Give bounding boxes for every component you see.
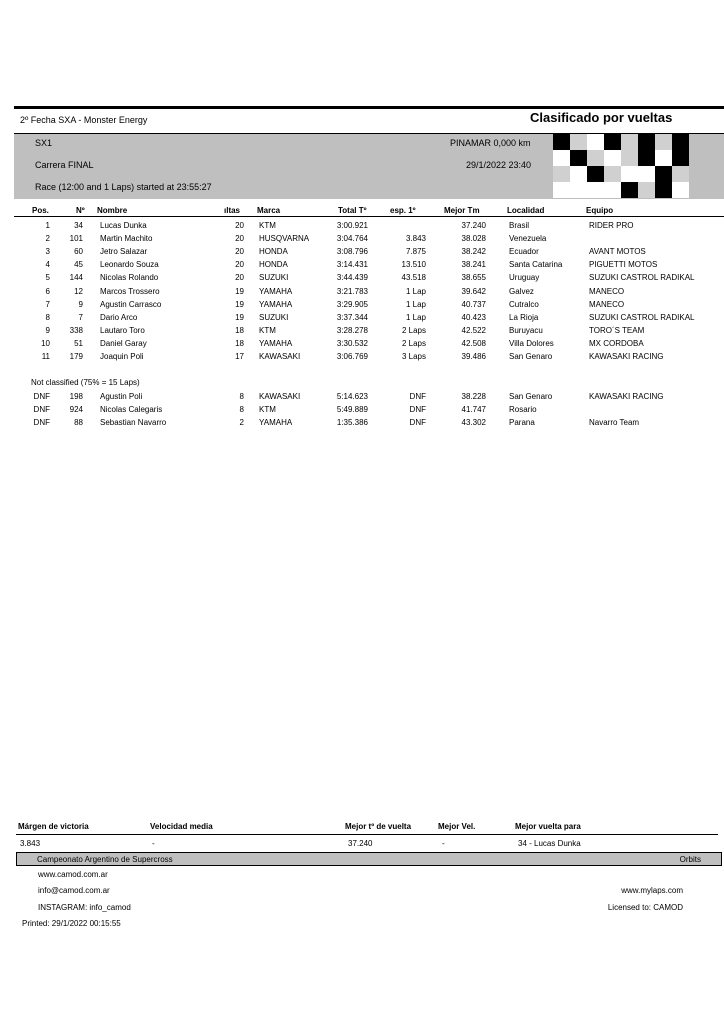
flag-square [655,150,672,166]
cell-brand: KTM [259,325,276,335]
cell-name: Lautaro Toro [100,325,145,335]
cell-laps: 20 [235,273,244,283]
cell-best: 42.508 [461,338,486,348]
cell-total: 5:49.889 [336,405,368,415]
cell-total: 3:06.769 [336,352,368,361]
race-name: Carrera FINAL [35,160,94,170]
cell-best: 38.242 [461,247,486,257]
cell-best: 37.240 [461,221,486,230]
speed-label: Velocidad media [150,822,213,831]
cell-num: 179 [69,352,83,361]
flag-square [570,134,587,150]
cell-num: 101 [69,234,83,244]
cell-team: AVANT MOTOS [589,247,646,257]
flag-square [604,134,621,150]
best-lap-time-label: Mejor tº de vuelta [345,822,412,831]
cell-gap: DNF [409,392,426,401]
cell-pos: DNF [33,405,50,415]
cell-brand: SUZUKI [259,312,289,322]
cell-gap: 3 Laps [401,352,426,361]
flag-square [587,134,604,150]
flag-square [604,166,621,182]
cell-laps: 19 [235,299,244,309]
cell-locality: Uruguay [509,273,540,283]
cell-team: KAWASAKI RACING [589,392,664,401]
cell-total: 3:30.532 [336,338,368,348]
cell-laps: 20 [235,234,244,244]
cell-brand: YAMAHA [259,299,293,309]
cell-name: Jetro Salazar [100,247,148,257]
flag-square [570,166,587,182]
cell-laps: 20 [235,260,244,270]
cell-best: 38.228 [461,392,486,401]
cell-total: 3:37.344 [336,312,368,322]
cell-total: 3:29.905 [336,299,368,309]
cell-brand: YAMAHA [259,286,293,296]
flag-square [672,182,689,198]
printed-timestamp: Printed: 29/1/2022 00:15:55 [22,919,121,928]
cell-num: 9 [78,299,83,309]
cell-locality: Ecuador [509,247,539,257]
cell-pos: 3 [45,247,50,257]
cell-locality: Buruyacu [509,325,543,335]
cell-locality: La Rioja [509,312,539,322]
flag-square [553,150,570,166]
cell-team: PIGUETTI MOTOS [589,260,658,270]
cell-laps: 17 [235,352,244,361]
cell-pos: DNF [33,392,50,401]
cell-gap: 1 Lap [405,299,426,309]
cell-total: 3:00.921 [336,221,368,230]
cell-total: 3:28.278 [336,325,368,335]
cell-locality: Venezuela [509,234,547,244]
cell-num: 198 [69,392,83,401]
cell-num: 51 [74,338,83,348]
cell-brand: KTM [259,221,276,230]
cell-locality: Galvez [509,286,534,296]
cell-brand: YAMAHA [259,338,293,348]
col-name: Nombre [97,206,128,215]
cell-best: 39.642 [461,286,486,296]
cell-best: 40.737 [461,299,486,309]
race-datetime: 29/1/2022 23:40 [466,160,532,170]
cell-name: Marcos Trossero [100,286,160,296]
cell-locality: Santa Catarina [509,260,563,270]
cell-total: 5:14.623 [336,392,368,401]
cell-laps: 18 [235,338,244,348]
flag-square [587,150,604,166]
col-locality: Localidad [507,206,545,215]
column-header-rule [14,216,724,217]
flag-square [672,134,689,150]
best-speed-value: - [442,839,445,848]
not-classified-label: Not classified (75% = 15 Laps) [31,378,140,387]
cell-pos: 2 [45,234,50,244]
cell-num: 60 [74,247,83,257]
cell-laps: 19 [235,286,244,296]
cell-gap: 2 Laps [401,338,426,348]
instagram-handle: INSTAGRAM: info_camod [38,903,131,912]
flag-square [638,182,655,198]
cell-pos: 8 [45,312,50,322]
location: PINAMAR 0,000 km [450,138,531,148]
cell-best: 40.423 [461,312,486,322]
cell-total: 3:21.783 [336,286,368,296]
cell-pos: 1 [45,221,50,230]
margin-value: 3.843 [20,839,41,848]
cell-gap: DNF [409,405,426,415]
col-pos: Pos. [32,206,49,215]
flag-square [587,182,604,198]
cell-best: 41.747 [461,405,486,415]
cell-locality: Brasil [509,221,530,230]
email-link[interactable]: info@camod.com.ar [38,886,110,895]
cell-pos: 11 [41,352,50,361]
cell-name: Nicolas Calegaris [100,405,163,415]
cell-locality: San Genaro [509,392,553,401]
cell-pos: DNF [33,418,50,428]
cell-gap: DNF [409,418,426,428]
col-total: Total Tº [338,206,367,215]
cell-laps: 19 [235,312,244,322]
cell-team: Navarro Team [589,418,640,428]
cell-gap: 2 Laps [401,325,426,335]
flag-square [621,166,638,182]
cell-num: 7 [78,312,83,322]
cell-laps: 18 [235,325,244,335]
cell-name: Dario Arco [100,312,138,322]
license-text: Licensed to: CAMOD [607,903,683,912]
cell-pos: 6 [45,286,50,296]
speed-value: - [152,839,155,848]
cell-total: 3:04.764 [336,234,368,244]
cell-name: Leonardo Souza [100,260,159,270]
flag-square [570,182,587,198]
cell-name: Daniel Garay [100,338,147,348]
flag-square [604,150,621,166]
flag-square [553,166,570,182]
cell-gap: 13.510 [401,260,426,270]
cell-gap: 1 Lap [405,286,426,296]
best-lap-time-value: 37.240 [348,839,373,848]
cell-num: 45 [74,260,83,270]
cell-name: Sebastian Navarro [100,418,167,428]
cell-name: Lucas Dunka [100,221,147,230]
cell-brand: KTM [259,405,276,415]
cell-laps: 20 [235,247,244,257]
cell-laps: 8 [239,405,244,415]
cell-brand: HONDA [259,260,288,270]
category: SX1 [35,138,53,148]
cell-gap: 43.518 [401,273,426,283]
best-lap-for-label: Mejor vuelta para [515,822,581,831]
cell-brand: HUSQVARNA [259,234,310,244]
cell-best: 38.241 [461,260,486,270]
cell-total: 3:14.431 [336,260,368,270]
cell-brand: YAMAHA [259,418,293,428]
cell-team: SUZUKI CASTROL RADIKAL [589,312,695,322]
flag-square [587,166,604,182]
flag-square [672,166,689,182]
cell-total: 1:35.386 [336,418,368,428]
cell-laps: 8 [239,392,244,401]
cell-total: 3:44.439 [336,273,368,283]
cell-team: SUZUKI CASTROL RADIKAL [589,273,695,283]
col-best: Mejor Tm [444,206,480,215]
col-team: Equipo [586,206,614,215]
cell-laps: 20 [235,221,244,230]
flag-square [553,182,570,198]
cell-pos: 10 [41,338,50,348]
best-speed-label: Mejor Vel. [438,822,476,831]
cell-num: 34 [74,221,83,230]
cell-best: 38.028 [461,234,486,244]
flag-square [638,150,655,166]
col-laps: ıltas [224,206,241,215]
cell-locality: Villa Dolores [509,338,554,348]
flag-square [655,166,672,182]
cell-team: RIDER PRO [589,221,634,230]
margin-label: Márgen de victoria [18,822,89,831]
summary-rule [16,834,718,835]
cell-gap: 7.875 [405,247,426,257]
flag-square [655,182,672,198]
cell-team: TORO´S TEAM [589,325,645,335]
cell-team: MANECO [589,299,625,309]
cell-pos: 7 [45,299,50,309]
flag-square [553,134,570,150]
race-info: Race (12:00 and 1 Laps) started at 23:55:27 [35,182,212,192]
cell-best: 42.522 [461,325,486,335]
organizer: Campeonato Argentino de Supercross [37,855,173,864]
cell-gap: 3.843 [405,234,426,244]
cell-brand: HONDA [259,247,288,257]
best-lap-for-value: 34 - Lucas Dunka [518,839,581,848]
col-gap: esp. 1º [390,206,416,215]
cell-best: 38.655 [461,273,486,283]
website-link[interactable]: www.camod.com.ar [38,870,108,879]
flag-square [604,182,621,198]
event-title: 2º Fecha SXA - Monster Energy [20,115,148,125]
report-title: Clasificado por vueltas [530,110,673,125]
flag-square [621,150,638,166]
cell-name: Martin Machito [100,234,153,244]
flag-square [638,134,655,150]
flag-square [638,166,655,182]
footer-band [16,852,722,866]
cell-num: 12 [74,286,83,296]
cell-best: 43.302 [461,418,486,428]
cell-best: 39.486 [461,352,486,361]
cell-pos: 5 [45,273,50,283]
flag-square [570,150,587,166]
col-brand: Marca [257,206,281,215]
cell-brand: KAWASAKI [259,352,301,361]
checkered-flag-icon [553,134,724,198]
cell-num: 338 [69,325,83,335]
cell-laps: 2 [239,418,244,428]
cell-locality: Cutralco [509,299,539,309]
flag-square [621,182,638,198]
cell-total: 3:08.796 [336,247,368,257]
cell-brand: SUZUKI [259,273,289,283]
flag-square [655,134,672,150]
cell-team: KAWASAKI RACING [589,352,664,361]
cell-team: MX CORDOBA [589,338,644,348]
cell-name: Nicolas Rolando [100,273,159,283]
cell-locality: Rosario [509,405,537,415]
mylaps-link[interactable]: www.mylaps.com [621,886,683,895]
flag-square [621,134,638,150]
cell-name: Agustin Carrasco [100,299,162,309]
cell-num: 144 [69,273,83,283]
cell-gap: 1 Lap [405,312,426,322]
timing-system: Orbits [679,855,701,864]
cell-locality: San Genaro [509,352,553,361]
cell-pos: 9 [45,325,50,335]
cell-name: Joaquin Poli [100,352,144,361]
header-rule [14,106,724,109]
cell-name: Agustin Poli [100,392,143,401]
cell-pos: 4 [45,260,50,270]
cell-brand: KAWASAKI [259,392,301,401]
col-num: Nº [76,206,85,215]
cell-team: MANECO [589,286,625,296]
cell-locality: Parana [509,418,535,428]
cell-num: 88 [74,418,83,428]
flag-square [672,150,689,166]
cell-num: 924 [69,405,83,415]
